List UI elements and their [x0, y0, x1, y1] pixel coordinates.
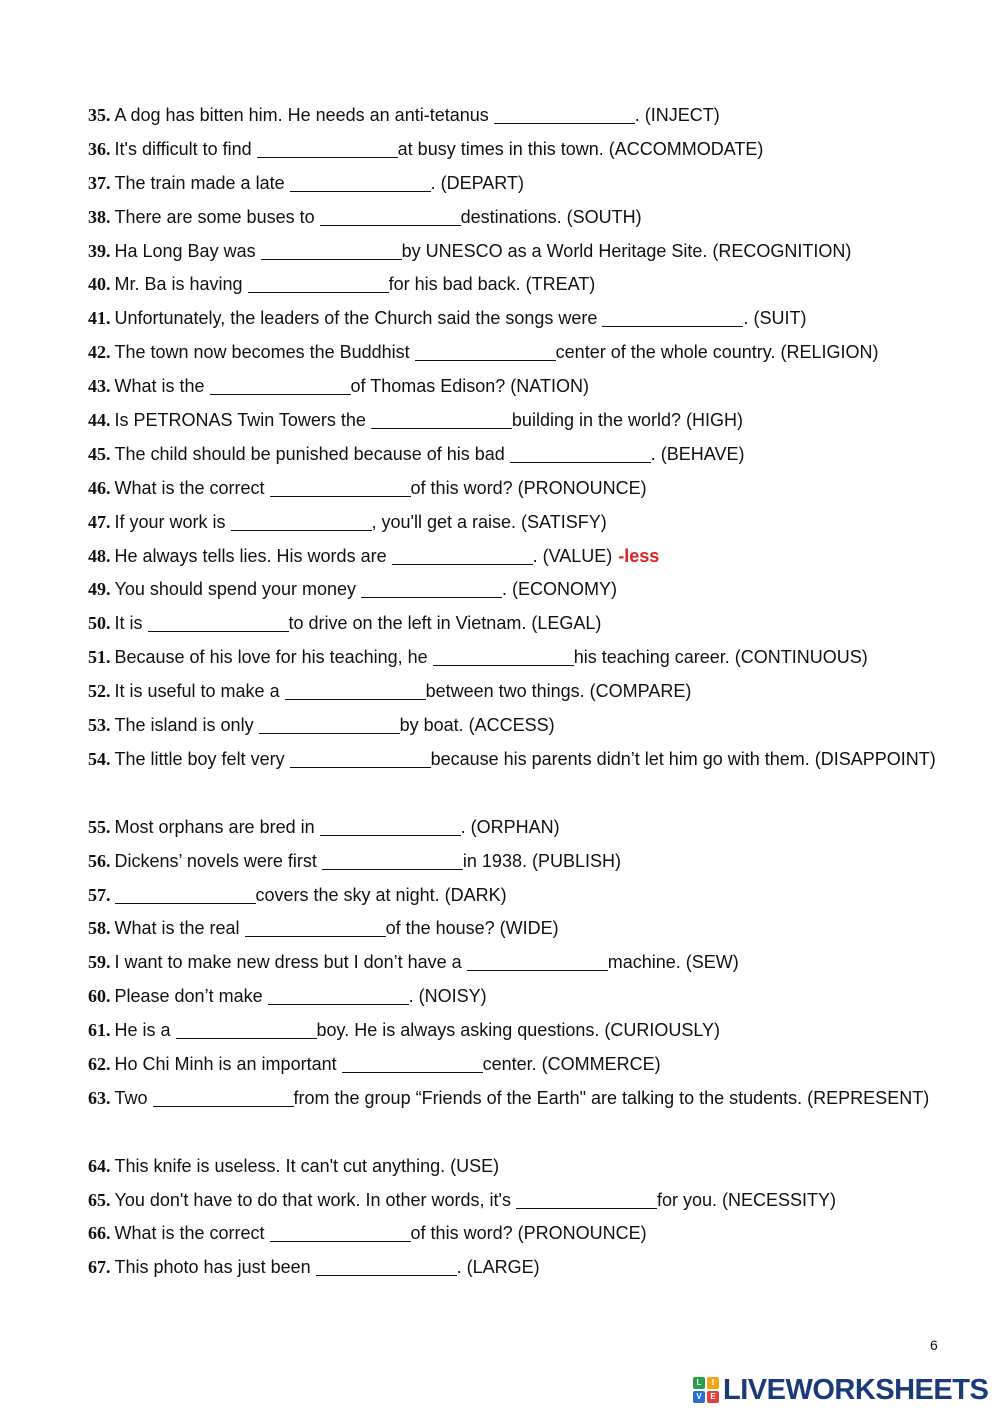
text-before-blank: He always tells lies. His words are: [114, 545, 387, 566]
answer-blank[interactable]: [148, 615, 289, 632]
item-number: 52.: [88, 681, 111, 702]
exercise-item: [88, 336, 978, 370]
exercise-item: [88, 879, 978, 913]
exercise-item: [88, 607, 978, 641]
item-number: 48.: [88, 545, 111, 566]
exercise-list: [88, 99, 978, 1285]
item-number: 65.: [88, 1189, 111, 1210]
text-before-blank: Because of his love for his teaching, he: [114, 647, 428, 668]
item-text: [115, 370, 979, 404]
item-number: 66.: [88, 1223, 111, 1244]
item-text: [115, 743, 979, 777]
answer-blank[interactable]: [516, 1192, 657, 1209]
item-number: 41.: [88, 308, 111, 329]
answer-blank[interactable]: [115, 887, 256, 904]
text-before-blank: You don't have to do that work. In other words, it's: [114, 1189, 511, 1210]
item-text: [115, 675, 979, 709]
answer-blank[interactable]: [290, 175, 431, 192]
text-before-blank: Two: [114, 1087, 148, 1108]
answer-blank[interactable]: [361, 581, 502, 598]
exercise-item: [88, 404, 978, 438]
answer-blank[interactable]: [342, 1056, 483, 1073]
text-after-blank: destinations. (SOUTH): [460, 206, 642, 227]
item-text: [115, 404, 979, 438]
item-text: [115, 472, 979, 506]
answer-blank[interactable]: [494, 107, 635, 124]
logo-text: LIVEWORKSHEETS: [723, 1373, 989, 1406]
item-number: 58.: [88, 918, 111, 939]
answer-blank[interactable]: [320, 209, 461, 226]
item-number: 56.: [88, 850, 111, 871]
item-number: 67.: [88, 1257, 111, 1278]
text-before-blank: This knife is useless. It can't cut anything. (USE): [114, 1155, 500, 1176]
text-after-blank: for his bad back. (TREAT): [388, 274, 596, 295]
item-text: [115, 811, 979, 845]
exercise-item: [88, 1251, 978, 1285]
text-before-blank: The town now becomes the Buddhist: [114, 342, 410, 363]
answer-blank[interactable]: [510, 446, 651, 463]
item-number: 36.: [88, 138, 111, 159]
item-number: 59.: [88, 952, 111, 973]
exercise-item: [88, 1048, 978, 1082]
item-number: 47.: [88, 511, 111, 532]
exercise-item: [88, 99, 978, 133]
item-number: 46.: [88, 477, 111, 498]
item-number: 50.: [88, 613, 111, 634]
text-after-blank: . (NOISY): [408, 986, 487, 1007]
text-before-blank: Unfortunately, the leaders of the Church said the songs were: [114, 308, 598, 329]
exercise-item: [88, 1184, 978, 1218]
item-number: 43.: [88, 376, 111, 397]
text-after-blank: . (SUIT): [743, 308, 807, 329]
exercise-item: [88, 133, 978, 167]
text-after-blank: by UNESCO as a World Heritage Site. (RECOGNITION): [401, 240, 852, 261]
item-text: [115, 879, 979, 913]
text-after-blank: , you'll get a raise. (SATISFY): [371, 511, 607, 532]
exercise-item: [88, 1150, 978, 1184]
text-after-blank: . (LARGE): [456, 1257, 540, 1278]
text-after-blank: . (BEHAVE): [650, 443, 745, 464]
text-after-blank: building in the world? (HIGH): [511, 410, 744, 431]
exercise-item: [88, 540, 978, 574]
text-after-blank: . (DEPART): [430, 172, 524, 193]
text-after-blank: covers the sky at night. (DARK): [255, 884, 507, 905]
answer-blank[interactable]: [176, 1022, 317, 1039]
answer-blank[interactable]: [270, 1225, 411, 1242]
item-number: 54.: [88, 748, 111, 769]
exercise-item: [88, 438, 978, 472]
item-text: [115, 201, 979, 235]
text-after-blank: from the group “Friends of the Earth" are talking to the students. (REPRESENT): [293, 1087, 930, 1108]
answer-blank[interactable]: [320, 819, 461, 836]
item-text: [115, 336, 979, 370]
text-before-blank: It is: [114, 613, 143, 634]
answer-blank[interactable]: [322, 853, 463, 870]
text-before-blank: It's difficult to find: [114, 138, 252, 159]
answer-blank[interactable]: [415, 344, 556, 361]
text-after-blank: center of the whole country. (RELIGION): [555, 342, 879, 363]
exercise-item: [88, 641, 978, 675]
text-after-blank: center. (COMMERCE): [482, 1053, 661, 1074]
exercise-item: [88, 235, 978, 269]
item-number: 63.: [88, 1087, 111, 1108]
exercise-item: [88, 201, 978, 235]
text-before-blank: There are some buses to: [114, 206, 315, 227]
item-text: [115, 1082, 979, 1116]
item-text: [115, 946, 979, 980]
exercise-item: [88, 946, 978, 980]
text-before-blank: Ha Long Bay was: [114, 240, 256, 261]
item-text: [115, 235, 979, 269]
answer-blank[interactable]: [268, 988, 409, 1005]
text-before-blank: Please don’t make: [114, 986, 263, 1007]
exercise-item: [88, 370, 978, 404]
text-after-blank: of the house? (WIDE): [385, 918, 559, 939]
answer-blank[interactable]: [248, 276, 389, 293]
text-after-blank: of this word? (PRONOUNCE): [410, 477, 647, 498]
text-before-blank: This photo has just been: [114, 1257, 311, 1278]
text-after-blank: in 1938. (PUBLISH): [462, 850, 621, 871]
text-before-blank: The child should be punished because of his bad: [114, 443, 505, 464]
text-before-blank: Mr. Ba is having: [114, 274, 243, 295]
item-number: 64.: [88, 1155, 111, 1176]
text-before-blank: The little boy felt very: [114, 748, 285, 769]
text-before-blank: What is the correct: [114, 1223, 265, 1244]
item-number: 62.: [88, 1053, 111, 1074]
item-number: 42.: [88, 342, 111, 363]
answer-blank[interactable]: [259, 717, 400, 734]
answer-blank[interactable]: [602, 310, 743, 327]
item-text: [115, 1184, 979, 1218]
answer-blank[interactable]: [371, 412, 512, 429]
exercise-item: [88, 506, 978, 540]
text-after-blank: of Thomas Edison? (NATION): [350, 376, 589, 397]
item-text: [115, 1217, 979, 1251]
exercise-item: [88, 980, 978, 1014]
answer-blank[interactable]: [270, 480, 411, 497]
answer-blank[interactable]: [290, 751, 431, 768]
item-number: 40.: [88, 274, 111, 295]
answer-blank[interactable]: [261, 243, 402, 260]
item-text: [115, 912, 979, 946]
item-text: [115, 573, 979, 607]
text-after-blank: . (INJECT): [634, 105, 720, 125]
exercise-item: [88, 743, 978, 811]
item-text: [115, 1150, 979, 1184]
exercise-item: [88, 811, 978, 845]
text-after-blank: for you. (NECESSITY): [656, 1189, 836, 1210]
text-after-blank: between two things. (COMPARE): [425, 681, 692, 702]
text-before-blank: What is the correct: [114, 477, 265, 498]
text-after-blank: . (VALUE): [532, 545, 613, 566]
text-before-blank: Dickens’ novels were first: [114, 850, 317, 871]
item-number: 39.: [88, 240, 111, 261]
exercise-item: [88, 167, 978, 201]
text-after-blank: at busy times in this town. (ACCOMMODATE): [397, 138, 764, 159]
exercise-item: [88, 472, 978, 506]
item-number: 49.: [88, 579, 111, 600]
item-text: [115, 99, 979, 133]
item-text: [115, 268, 979, 302]
item-number: 38.: [88, 206, 111, 227]
text-after-blank: to drive on the left in Vietnam. (LEGAL): [288, 613, 602, 634]
text-before-blank: A dog has bitten him. He needs an anti-tetanus: [114, 105, 489, 125]
item-text: [115, 709, 979, 743]
answer-blank[interactable]: [285, 683, 426, 700]
item-number: 55.: [88, 816, 111, 837]
item-number: 51.: [88, 647, 111, 668]
text-before-blank: What is the: [114, 376, 205, 397]
item-text: [115, 167, 979, 201]
item-number: 53.: [88, 715, 111, 736]
text-after-blank: because his parents didn’t let him go with them. (DISAPPOINT): [430, 748, 936, 769]
exercise-item: [88, 1014, 978, 1048]
text-before-blank: Ho Chi Minh is an important: [114, 1053, 337, 1074]
footer-logo: [693, 1371, 988, 1409]
text-before-blank: He is a: [114, 1020, 171, 1041]
item-text: [115, 1014, 979, 1048]
item-text: [115, 540, 979, 574]
text-after-blank: by boat. (ACCESS): [399, 715, 555, 736]
text-before-blank: The island is only: [114, 715, 254, 736]
text-before-blank: Is PETRONAS Twin Towers the: [114, 410, 366, 431]
exercise-item: [88, 709, 978, 743]
text-after-blank: of this word? (PRONOUNCE): [410, 1223, 647, 1244]
exercise-item: [88, 1082, 978, 1150]
text-before-blank: It is useful to make a: [114, 681, 280, 702]
text-before-blank: You should spend your money: [114, 579, 357, 600]
exercise-item: [88, 675, 978, 709]
item-number: 60.: [88, 986, 111, 1007]
answer-blank[interactable]: [316, 1259, 457, 1276]
text-before-blank: Most orphans are bred in: [114, 816, 315, 837]
exercise-item: [88, 268, 978, 302]
text-before-blank: What is the real: [114, 918, 240, 939]
item-text: [115, 980, 979, 1014]
item-number: 45.: [88, 443, 111, 464]
item-text: [115, 506, 979, 540]
exercise-item: [88, 1217, 978, 1251]
text-after-blank: his teaching career. (CONTINUOUS): [573, 647, 868, 668]
answer-blank[interactable]: [433, 649, 574, 666]
text-before-blank: If your work is: [114, 511, 226, 532]
text-before-blank: The train made a late: [114, 172, 285, 193]
exercise-item: [88, 573, 978, 607]
item-text: [115, 607, 979, 641]
item-text: [115, 133, 979, 167]
item-text: [115, 641, 979, 675]
exercise-item: [88, 912, 978, 946]
answer-blank[interactable]: [467, 954, 608, 971]
text-after-blank: boy. He is always asking questions. (CURIOUSLY): [316, 1020, 721, 1041]
item-number: 37.: [88, 172, 111, 193]
text-after-blank: . (ECONOMY): [502, 579, 618, 600]
item-number: 35.: [88, 105, 111, 125]
item-text: [115, 438, 979, 472]
answer-blank[interactable]: [392, 548, 533, 565]
item-text: [115, 845, 979, 879]
text-after-blank: . (ORPHAN): [460, 816, 560, 837]
answer-blank[interactable]: [231, 514, 372, 531]
item-text: [115, 1048, 979, 1082]
text-before-blank: I want to make new dress but I don’t have a: [114, 952, 462, 973]
answer-blank[interactable]: [210, 378, 351, 395]
item-number: 61.: [88, 1020, 111, 1041]
exercise-item: [88, 845, 978, 879]
answer-blank[interactable]: [245, 920, 386, 937]
exercise-item: [88, 302, 978, 336]
item-text: [115, 302, 979, 336]
answer-blank[interactable]: [257, 141, 398, 158]
liveworksheets-logo-icon: L I V E: [693, 1377, 719, 1403]
text-after-blank: machine. (SEW): [607, 952, 739, 973]
item-number: 44.: [88, 410, 111, 431]
item-number: 57.: [88, 884, 111, 905]
page-number: 6: [930, 1337, 938, 1353]
hint-note: -less: [618, 545, 660, 566]
item-text: [115, 1251, 979, 1285]
answer-blank[interactable]: [153, 1090, 294, 1107]
